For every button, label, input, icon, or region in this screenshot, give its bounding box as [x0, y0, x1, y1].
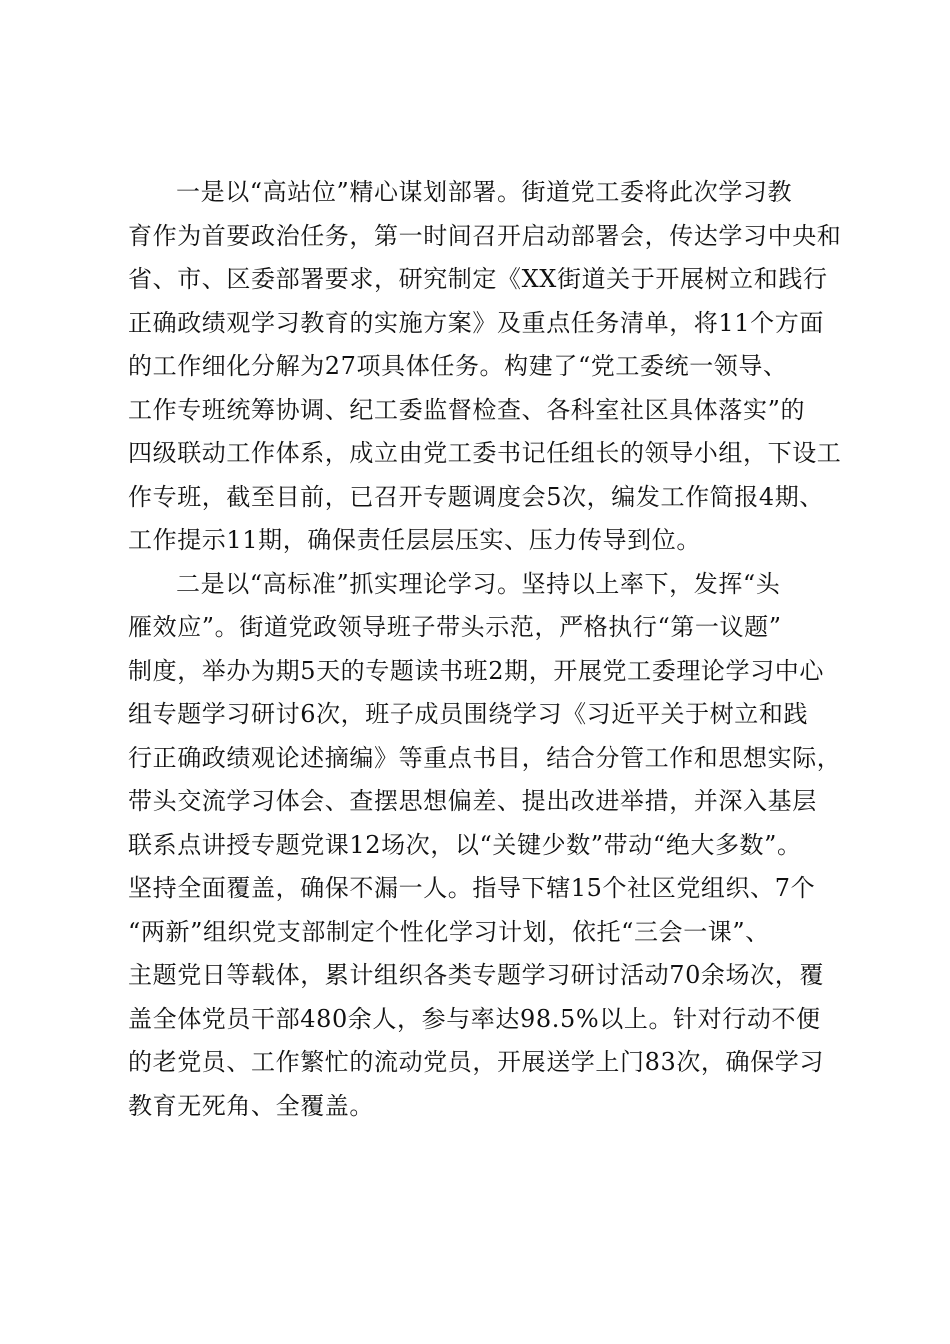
- paragraph-line: 行正确政绩观论述摘编》等重点书目，结合分管工作和思想实际，: [128, 743, 842, 772]
- paragraph-line: 的工作细化分解为27项具体任务。构建了“党工委统一领导、: [128, 352, 788, 380]
- paragraph-line: 坚持全面覆盖，确保不漏一人。指导下辖15个社区党组织、7个: [128, 874, 816, 902]
- paragraph-line: 雁效应”。街道党政领导班子带头示范，严格执行“第一议题”: [128, 613, 782, 641]
- paragraph-line: 带头交流学习体会、查摆思想偏差、提出改进举措，并深入基层: [128, 787, 817, 815]
- paragraph-line: 四级联动工作体系，成立由党工委书记任组长的领导小组，下设工: [128, 439, 842, 467]
- paragraph-line: 联系点讲授专题党课12场次，以“关键少数”带动“绝大多数”。: [128, 830, 802, 859]
- paragraph-line: 的老党员、工作繁忙的流动党员，开展送学上门83次，确保学习: [128, 1048, 824, 1076]
- paragraph-line: 一是以“高站位”精心谋划部署。街道党工委将此次学习教: [176, 178, 793, 206]
- paragraph-line: 育作为首要政治任务，第一时间召开启动部署会，传达学习中央和: [128, 221, 842, 250]
- paragraph-line: 工作专班统筹协调、纪工委监督检查、各科室社区具体落实”的: [128, 395, 806, 424]
- paragraph-line: 二是以“高标准”抓实理论学习。坚持以上率下，发挥“头: [176, 569, 781, 598]
- paragraph-line: 作专班，截至目前，已召开专题调度会5次，编发工作简报4期、: [128, 482, 824, 511]
- document-body: [128, 171, 848, 1128]
- paragraph-2: [128, 563, 848, 1129]
- paragraph-line: 盖全体党员干部480余人，参与率达98.5%以上。针对行动不便: [128, 1004, 821, 1033]
- paragraph-line: 工作提示11期，确保责任层层压实、压力传导到位。: [128, 526, 701, 554]
- paragraph-line: 制度，举办为期5天的专题读书班2期，开展党工委理论学习中心: [128, 656, 824, 685]
- paragraph-line: 教育无死角、全覆盖。: [128, 1091, 374, 1120]
- paragraph-line: 主题党日等载体，累计组织各类专题学习研讨活动70余场次，覆: [128, 961, 824, 989]
- paragraph-line: 省、市、区委部署要求，研究制定《XX街道关于开展树立和践行: [128, 265, 828, 293]
- paragraph-line: 组专题学习研讨6次，班子成员围绕学习《习近平关于树立和践: [128, 700, 809, 728]
- paragraph-line: “两新”组织党支部制定个性化学习计划，依托“三会一课”、: [128, 917, 770, 946]
- paragraph-line: 正确政绩观学习教育的实施方案》及重点任务清单，将11个方面: [128, 308, 824, 337]
- paragraph-1: [128, 171, 848, 563]
